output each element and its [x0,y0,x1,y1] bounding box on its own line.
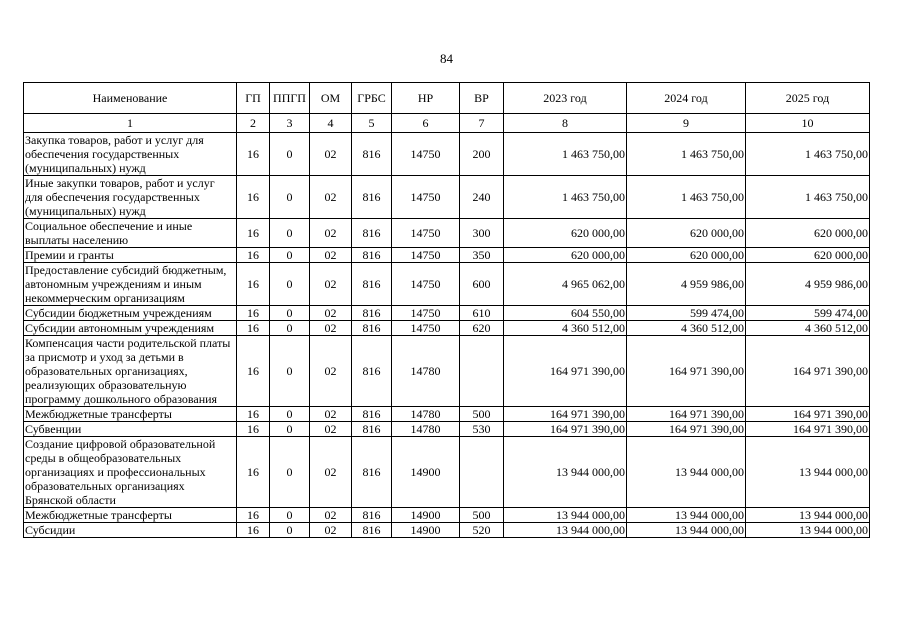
cell-2024: 13 944 000,00 [627,437,746,508]
cell-vr: 610 [460,306,504,321]
cell-vr: 240 [460,176,504,219]
column-header: ППГП [270,83,310,114]
cell-ppgp: 0 [270,263,310,306]
cell-2023: 4 965 062,00 [504,263,627,306]
cell-2024: 164 971 390,00 [627,336,746,407]
table-row [24,321,870,336]
row-name: Субсидии бюджетным учреждениям [24,306,237,321]
column-number: 2 [237,114,270,133]
cell-gp: 16 [237,407,270,422]
cell-2023: 1 463 750,00 [504,133,627,176]
cell-nr: 14780 [392,407,460,422]
cell-2024: 4 360 512,00 [627,321,746,336]
column-number: 5 [352,114,392,133]
column-header: 2025 год [746,83,870,114]
cell-2023: 164 971 390,00 [504,336,627,407]
cell-ppgp: 0 [270,523,310,538]
cell-2023: 620 000,00 [504,219,627,248]
table-row [24,422,870,437]
table-row [24,306,870,321]
cell-gp: 16 [237,219,270,248]
column-number: 4 [310,114,352,133]
cell-grbs: 816 [352,306,392,321]
cell-2024: 599 474,00 [627,306,746,321]
column-header: Наименование [24,83,237,114]
column-number: 3 [270,114,310,133]
table-row [24,336,870,407]
cell-om: 02 [310,133,352,176]
cell-2023: 13 944 000,00 [504,508,627,523]
table-row [24,523,870,538]
cell-grbs: 816 [352,176,392,219]
cell-gp: 16 [237,248,270,263]
cell-2024: 4 959 986,00 [627,263,746,306]
cell-grbs: 816 [352,336,392,407]
cell-om: 02 [310,321,352,336]
column-number: 6 [392,114,460,133]
column-header: 2023 год [504,83,627,114]
row-name: Межбюджетные трансферты [24,407,237,422]
cell-ppgp: 0 [270,133,310,176]
cell-gp: 16 [237,263,270,306]
row-name: Создание цифровой образовательной среды в общеобразовательных организациях и профессиональных образовательных организациях Брянской области [24,437,237,508]
page-number: 84 [440,51,453,66]
cell-2025: 620 000,00 [746,219,870,248]
row-name: Компенсация части родительской платы за присмотр и уход за детьми в образовательных организациях, реализующих образовательную программу дошкольного образования [24,336,237,407]
cell-nr: 14750 [392,176,460,219]
cell-gp: 16 [237,523,270,538]
column-number: 9 [627,114,746,133]
cell-gp: 16 [237,321,270,336]
cell-2024: 1 463 750,00 [627,133,746,176]
cell-nr: 14750 [392,133,460,176]
column-header: НР [392,83,460,114]
table-row [24,263,870,306]
cell-nr: 14750 [392,263,460,306]
column-number: 8 [504,114,627,133]
cell-2025: 1 463 750,00 [746,133,870,176]
cell-om: 02 [310,176,352,219]
column-header: ОМ [310,83,352,114]
cell-grbs: 816 [352,219,392,248]
cell-nr: 14750 [392,219,460,248]
cell-gp: 16 [237,306,270,321]
cell-gp: 16 [237,176,270,219]
table-row [24,133,870,176]
column-header: ГП [237,83,270,114]
cell-om: 02 [310,422,352,437]
cell-vr: 350 [460,248,504,263]
cell-om: 02 [310,437,352,508]
cell-nr: 14750 [392,321,460,336]
row-name: Премии и гранты [24,248,237,263]
cell-2025: 164 971 390,00 [746,336,870,407]
cell-2024: 13 944 000,00 [627,523,746,538]
cell-grbs: 816 [352,263,392,306]
cell-nr: 14900 [392,523,460,538]
cell-2025: 620 000,00 [746,248,870,263]
cell-2024: 13 944 000,00 [627,508,746,523]
cell-nr: 14900 [392,508,460,523]
cell-ppgp: 0 [270,176,310,219]
column-number-row [24,114,870,133]
cell-2023: 164 971 390,00 [504,407,627,422]
column-header: ГРБС [352,83,392,114]
cell-gp: 16 [237,133,270,176]
row-name: Субсидии [24,523,237,538]
row-name: Предоставление субсидий бюджетным, автономным учреждениям и иным некоммерческим организациям [24,263,237,306]
cell-ppgp: 0 [270,219,310,248]
row-name: Межбюджетные трансферты [24,508,237,523]
cell-nr: 14750 [392,306,460,321]
table-body [24,133,870,538]
cell-om: 02 [310,306,352,321]
cell-om: 02 [310,248,352,263]
cell-vr: 620 [460,321,504,336]
cell-vr: 520 [460,523,504,538]
cell-grbs: 816 [352,523,392,538]
cell-ppgp: 0 [270,508,310,523]
cell-grbs: 816 [352,407,392,422]
cell-vr [460,336,504,407]
cell-gp: 16 [237,508,270,523]
row-name: Социальное обеспечение и иные выплаты населению [24,219,237,248]
table-row [24,248,870,263]
cell-grbs: 816 [352,422,392,437]
column-header: 2024 год [627,83,746,114]
cell-2024: 620 000,00 [627,219,746,248]
budget-table [23,82,870,538]
cell-grbs: 816 [352,321,392,336]
cell-nr: 14780 [392,422,460,437]
table-row [24,407,870,422]
cell-2023: 604 550,00 [504,306,627,321]
cell-2025: 13 944 000,00 [746,523,870,538]
cell-ppgp: 0 [270,321,310,336]
column-number: 1 [24,114,237,133]
table-row [24,176,870,219]
row-name: Закупка товаров, работ и услуг для обеспечения государственных (муниципальных) нужд [24,133,237,176]
cell-2023: 13 944 000,00 [504,437,627,508]
cell-2024: 620 000,00 [627,248,746,263]
cell-vr: 530 [460,422,504,437]
cell-2025: 4 360 512,00 [746,321,870,336]
cell-vr: 500 [460,508,504,523]
cell-om: 02 [310,263,352,306]
cell-2023: 4 360 512,00 [504,321,627,336]
cell-2024: 164 971 390,00 [627,422,746,437]
cell-2025: 13 944 000,00 [746,508,870,523]
cell-ppgp: 0 [270,248,310,263]
cell-gp: 16 [237,437,270,508]
cell-2023: 164 971 390,00 [504,422,627,437]
cell-2023: 620 000,00 [504,248,627,263]
cell-om: 02 [310,407,352,422]
cell-ppgp: 0 [270,407,310,422]
cell-ppgp: 0 [270,336,310,407]
cell-ppgp: 0 [270,437,310,508]
cell-grbs: 816 [352,248,392,263]
column-number: 10 [746,114,870,133]
column-header: ВР [460,83,504,114]
cell-vr: 500 [460,407,504,422]
column-number: 7 [460,114,504,133]
cell-2025: 13 944 000,00 [746,437,870,508]
cell-2025: 164 971 390,00 [746,407,870,422]
cell-ppgp: 0 [270,422,310,437]
cell-2025: 599 474,00 [746,306,870,321]
cell-vr: 200 [460,133,504,176]
cell-2024: 1 463 750,00 [627,176,746,219]
cell-om: 02 [310,523,352,538]
row-name: Субвенции [24,422,237,437]
cell-grbs: 816 [352,437,392,508]
table-row [24,437,870,508]
cell-om: 02 [310,336,352,407]
cell-vr: 600 [460,263,504,306]
cell-nr: 14750 [392,248,460,263]
cell-om: 02 [310,219,352,248]
table-row [24,508,870,523]
cell-vr [460,437,504,508]
cell-grbs: 816 [352,508,392,523]
row-name: Субсидии автономным учреждениям [24,321,237,336]
cell-2023: 13 944 000,00 [504,523,627,538]
cell-vr: 300 [460,219,504,248]
cell-2025: 164 971 390,00 [746,422,870,437]
cell-nr: 14900 [392,437,460,508]
row-name: Иные закупки товаров, работ и услуг для обеспечения государственных (муниципальных) нужд [24,176,237,219]
table-row [24,219,870,248]
header-row [24,83,870,114]
cell-gp: 16 [237,422,270,437]
cell-2025: 4 959 986,00 [746,263,870,306]
cell-2023: 1 463 750,00 [504,176,627,219]
cell-gp: 16 [237,336,270,407]
cell-grbs: 816 [352,133,392,176]
cell-2024: 164 971 390,00 [627,407,746,422]
cell-om: 02 [310,508,352,523]
cell-nr: 14780 [392,336,460,407]
cell-2025: 1 463 750,00 [746,176,870,219]
cell-ppgp: 0 [270,306,310,321]
